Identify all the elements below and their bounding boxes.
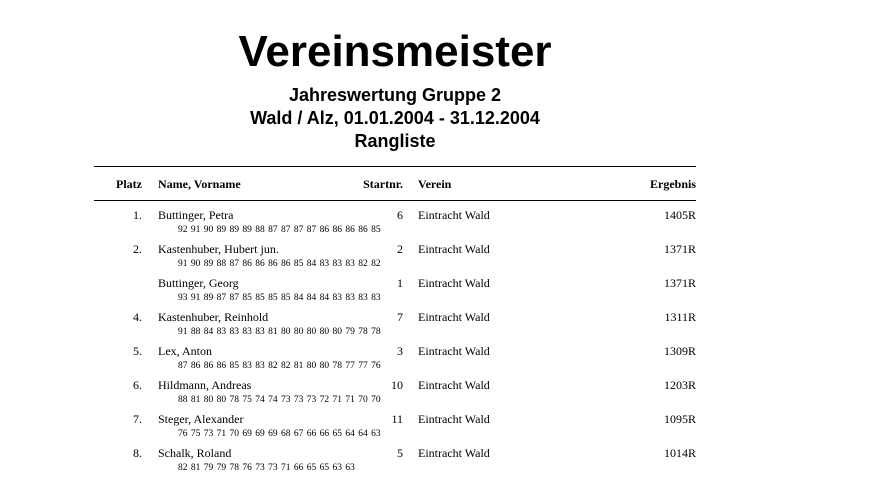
club-cell: Eintracht Wald <box>418 310 490 324</box>
name-cell: Buttinger, Petra <box>158 208 234 222</box>
rank-cell: 4. <box>133 310 142 324</box>
table-row <box>0 240 874 274</box>
table-row <box>0 444 874 478</box>
club-cell: Eintracht Wald <box>418 378 490 392</box>
series-scores: 87 86 86 86 85 83 83 82 82 81 80 80 78 77 77 76 <box>178 361 381 371</box>
result-cell: 1095R <box>663 412 696 426</box>
column-header-platz: Platz <box>116 177 142 191</box>
column-header-name: Name, Vorname <box>158 177 241 191</box>
club-cell: Eintracht Wald <box>418 412 490 426</box>
group-subtitle: Jahreswertung Gruppe 2 <box>288 85 502 105</box>
startnr-cell: 6 <box>397 208 403 222</box>
name-cell: Kastenhuber, Hubert jun. <box>158 242 279 256</box>
series-scores: 91 90 89 88 87 86 86 86 86 85 84 83 83 83 82 82 <box>178 259 381 269</box>
startnr-cell: 1 <box>397 276 403 290</box>
table-row <box>0 274 874 308</box>
name-cell: Kastenhuber, Reinhold <box>158 310 269 324</box>
rank-cell: 8. <box>133 446 142 460</box>
result-cell: 1203R <box>663 378 696 392</box>
ranking-table <box>0 206 874 478</box>
rank-cell: 6. <box>133 378 142 392</box>
result-cell: 1311R <box>664 310 696 324</box>
result-cell: 1371R <box>663 242 696 256</box>
result-cell: 1371R <box>663 276 696 290</box>
name-cell: Hildmann, Andreas <box>158 378 252 392</box>
name-cell: Steger, Alexander <box>158 412 244 426</box>
startnr-cell: 10 <box>391 378 403 392</box>
startnr-cell: 5 <box>397 446 403 460</box>
series-scores: 91 88 84 83 83 83 83 81 80 80 80 80 80 79 78 78 <box>178 327 381 337</box>
result-cell: 1405R <box>663 208 696 222</box>
club-cell: Eintracht Wald <box>418 344 490 358</box>
result-cell: 1309R <box>663 344 696 358</box>
table-top-rule <box>94 166 696 167</box>
name-cell: Lex, Anton <box>158 344 212 358</box>
startnr-cell: 3 <box>397 344 403 358</box>
location-dates: Wald / Alz, 01.01.2004 - 31.12.2004 <box>250 108 540 128</box>
series-scores: 76 75 73 71 70 69 69 69 68 67 66 66 65 64 64 63 <box>178 429 381 439</box>
page-title: Vereinsmeister <box>238 27 552 76</box>
club-cell: Eintracht Wald <box>418 208 490 222</box>
column-header-startnr: Startnr. <box>363 177 403 191</box>
club-cell: Eintracht Wald <box>418 276 490 290</box>
table-row <box>0 308 874 342</box>
table-row <box>0 410 874 444</box>
table-row <box>0 342 874 376</box>
list-type-heading: Rangliste <box>354 131 436 151</box>
result-cell: 1014R <box>663 446 696 460</box>
series-scores: 88 81 80 80 78 75 74 74 73 73 73 72 71 71 70 70 <box>178 395 381 405</box>
series-scores: 82 81 79 79 78 76 73 73 71 66 65 65 63 63 <box>178 463 355 473</box>
startnr-cell: 2 <box>397 242 403 256</box>
rank-cell: 5. <box>133 344 142 358</box>
column-header-ergebnis: Ergebnis <box>649 177 696 191</box>
table-header-rule <box>94 200 696 201</box>
club-cell: Eintracht Wald <box>418 446 490 460</box>
name-cell: Schalk, Roland <box>158 446 232 460</box>
startnr-cell: 11 <box>391 412 403 426</box>
rank-cell: 1. <box>133 208 142 222</box>
rank-cell: 7. <box>133 412 142 426</box>
column-header-verein: Verein <box>418 177 452 191</box>
table-row <box>0 376 874 410</box>
club-cell: Eintracht Wald <box>418 242 490 256</box>
name-cell: Buttinger, Georg <box>158 276 239 290</box>
startnr-cell: 7 <box>397 310 403 324</box>
table-row <box>0 206 874 240</box>
rank-cell: 2. <box>133 242 142 256</box>
series-scores: 92 91 90 89 89 89 88 87 87 87 87 86 86 86 86 85 <box>178 225 381 235</box>
series-scores: 93 91 89 87 87 85 85 85 85 84 84 84 83 83 83 83 <box>178 293 381 303</box>
